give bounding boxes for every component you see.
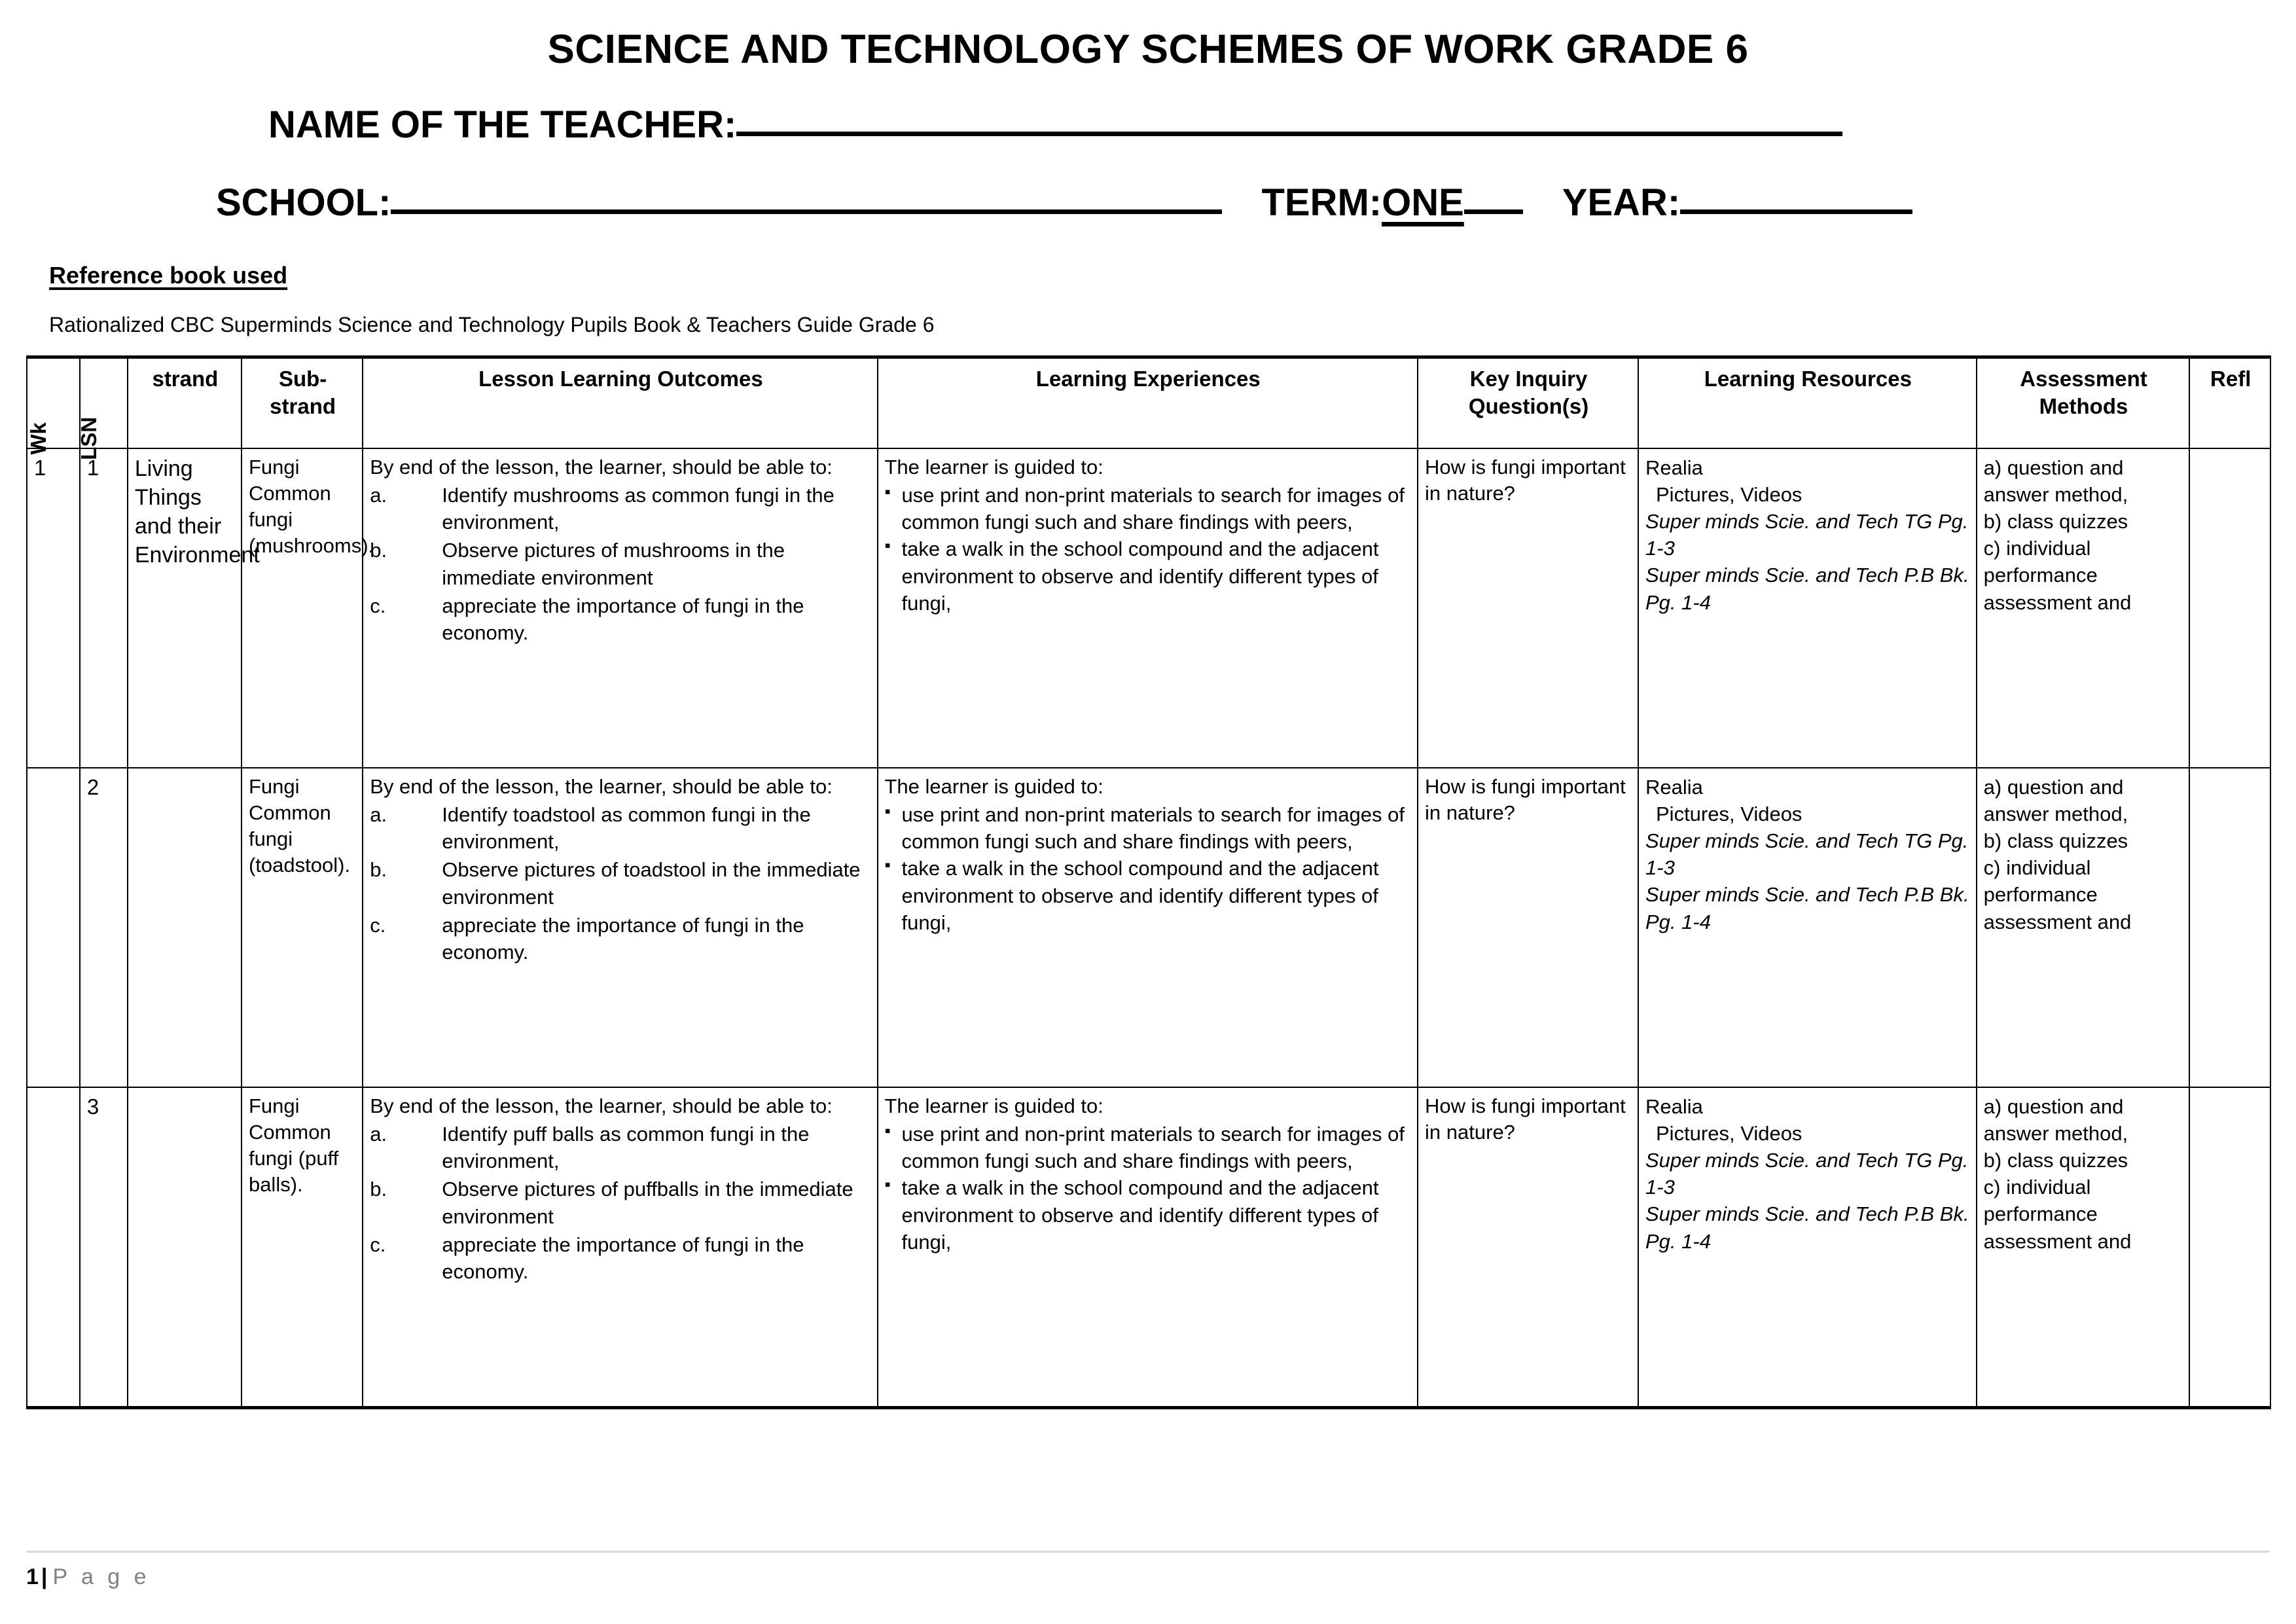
term-blank[interactable] [1464,209,1523,214]
footer-page-word: P a g e [52,1564,151,1589]
bullet-icon: ▪ [884,855,891,875]
outcome-text: appreciate the importance of fungi in the economy. [442,1233,804,1283]
table-row [27,448,2270,768]
outcome-text: appreciate the importance of fungi in the economy. [442,594,804,644]
resource-line: Pictures, Videos [1656,802,1803,825]
assessment-line: a) question and answer method, [1983,775,2128,825]
experience-text: take a walk in the school compound and the adjacent environment to observe and identify different types of fungi, [901,1176,1379,1254]
outcome-item [370,912,871,965]
experiences-list [885,1121,1412,1255]
cell-reflection [2189,1087,2270,1408]
column-header-week: Wk [27,357,80,448]
assessment-line: c) individual performance assessment and [1983,1176,2132,1253]
outcome-text: Observe pictures of toadstool in the immediate environment [442,858,861,909]
column-header-sub-strand: Sub-strand [242,357,363,448]
outcomes-lead: By end of the lesson, the learner, should be able to: [370,1094,833,1117]
bullet-icon: ▪ [884,801,891,821]
outcome-item [370,856,871,910]
resource-line: Realia [1645,775,1703,799]
bullet-icon: ▪ [884,481,891,501]
cell-assessment-methods [1977,1087,2190,1408]
assessment-line: c) individual performance assessment and [1983,537,2132,614]
resource-line: Super minds Scie. and Tech P.B Bk. Pg. 1-4 [1645,1202,1969,1253]
bullet-icon: ▪ [884,535,891,556]
cell-assessment-methods [1977,448,2190,768]
column-header-key-inquiry-questions [1418,357,1638,448]
column-header-learning-outcomes: Lesson Learning Outcomes [363,357,877,448]
cell-strand [128,768,242,1087]
kiq-line-1: Key Inquiry [1469,366,1588,391]
cell-sub-strand: Fungi Common fungi (puff balls). [242,1087,363,1408]
experience-item [885,482,1412,535]
outcome-text: appreciate the importance of fungi in the economy. [442,913,804,964]
cell-week [27,768,80,1087]
experiences-lead: The learner is guided to: [884,1094,1103,1117]
cell-learning-resources [1638,768,1977,1087]
year-label: YEAR: [1562,181,1681,224]
cell-week [27,1087,80,1408]
resource-line: Super minds Scie. and Tech TG Pg. 1-3 [1645,829,1969,880]
outcome-text: Identify mushrooms as common fungi in the environment, [442,483,834,534]
reference-book-text: Rationalized CBC Superminds Science and Technology Pupils Book & Teachers Guide Grade 6 [49,312,935,336]
outcome-item [370,801,871,855]
experiences-lead: The learner is guided to: [884,455,1103,478]
column-header-assessment-methods [1977,357,2190,448]
outcome-marker: c. [370,913,386,937]
cell-lesson-number: 1 [80,448,128,768]
outcome-marker: a. [370,1122,387,1146]
outcomes-lead: By end of the lesson, the learner, should be able to: [370,455,833,478]
bullet-icon: ▪ [884,1174,891,1195]
year-blank[interactable] [1680,209,1912,214]
experience-text: take a walk in the school compound and the adjacent environment to observe and identify different types of fungi, [901,857,1379,934]
experiences-list [885,801,1412,936]
outcome-item [370,482,871,535]
experience-item [885,855,1412,936]
cell-learning-experiences [878,448,1418,768]
footer-page-number: 1 [26,1564,39,1589]
outcome-item [370,537,871,590]
assessment-line: b) class quizzes [1983,510,2128,533]
experience-text: take a walk in the school compound and the adjacent environment to observe and identify different types of fungi, [901,537,1379,615]
cell-lesson-number: 3 [80,1087,128,1408]
footer-page-label [26,1564,2270,1590]
outcomes-lead: By end of the lesson, the learner, should be able to: [370,774,833,798]
cell-learning-resources [1638,448,1977,768]
footer-divider [26,1551,2270,1553]
outcome-marker: b. [370,1178,387,1201]
cell-key-inquiry-question: How is fungi important in nature? [1418,448,1638,768]
resource-line: Super minds Scie. and Tech TG Pg. 1-3 [1645,1149,1969,1199]
cell-key-inquiry-question: How is fungi important in nature? [1418,768,1638,1087]
resource-line: Super minds Scie. and Tech P.B Bk. Pg. 1-4 [1645,564,1969,614]
column-header-reflection: Refl [2189,357,2270,448]
experience-text: use print and non-print materials to search for images of common fungi such and share findings with peers, [901,483,1405,534]
outcomes-list [370,801,871,965]
outcome-marker: b. [370,858,387,882]
column-header-learning-resources: Learning Resources [1638,357,1977,448]
resource-line: Super minds Scie. and Tech TG Pg. 1-3 [1645,510,1969,560]
am-line-2: Methods [2039,394,2128,419]
outcome-item [370,592,871,646]
outcome-marker: c. [370,1233,386,1256]
outcomes-list [370,1121,871,1285]
outcome-item [370,1231,871,1285]
outcome-marker: c. [370,594,386,617]
bullet-icon: ▪ [884,1120,891,1140]
term-label: TERM: [1261,181,1382,224]
experience-item [885,1174,1412,1255]
am-line-1: Assessment [2020,366,2147,391]
outcome-marker: a. [370,803,387,826]
cell-reflection [2189,448,2270,768]
cell-key-inquiry-question: How is fungi important in nature? [1418,1087,1638,1408]
column-header-strand: strand [128,357,242,448]
cell-strand: Living Things and their Environment [128,448,242,768]
cell-learning-experiences [878,768,1418,1087]
kiq-line-2: Question(s) [1468,394,1589,419]
experience-text: use print and non-print materials to search for images of common fungi such and share findings with peers, [901,803,1405,854]
column-header-learning-experiences: Learning Experiences [878,357,1418,448]
resource-line: Pictures, Videos [1656,482,1803,506]
assessment-line: b) class quizzes [1983,1149,2128,1172]
footer-separator: | [41,1564,48,1589]
experience-item [885,1121,1412,1174]
experience-item [885,535,1412,617]
resource-line: Realia [1645,1094,1703,1118]
column-header-lesson-number: LSN [80,357,128,448]
cell-lesson-number: 2 [80,768,128,1087]
cell-reflection [2189,768,2270,1087]
reference-book-heading: Reference book used [49,261,288,289]
outcome-text: Identify puff balls as common fungi in the environment, [442,1122,810,1173]
experiences-lead: The learner is guided to: [884,774,1103,798]
outcome-marker: b. [370,539,387,562]
resource-line: Super minds Scie. and Tech P.B Bk. Pg. 1-4 [1645,883,1969,933]
school-name-blank[interactable] [391,209,1222,214]
outcome-text: Identify toadstool as common fungi in the environment, [442,803,811,854]
experience-item [885,801,1412,855]
experience-text: use print and non-print materials to search for images of common fungi such and share findings with peers, [901,1122,1405,1173]
outcome-item [370,1176,871,1229]
outcome-text: Observe pictures of mushrooms in the immediate environment [442,539,785,589]
page-footer [26,1551,2270,1590]
table-body [27,448,2270,1408]
table-header-row [27,357,2270,448]
table-row [27,768,2270,1087]
cell-assessment-methods [1977,768,2190,1087]
cell-learning-experiences [878,1087,1418,1408]
page-title: SCIENCE AND TECHNOLOGY SCHEMES OF WORK GRADE 6 [547,27,1749,72]
teacher-label: NAME OF THE TEACHER: [268,103,737,147]
cell-sub-strand: Fungi Common fungi (toadstool). [242,768,363,1087]
cell-learning-outcomes [363,1087,877,1408]
assessment-line: b) class quizzes [1983,829,2128,852]
cell-learning-outcomes [363,768,877,1087]
cell-strand [128,1087,242,1408]
schemes-of-work-table [26,355,2271,1409]
outcome-text: Observe pictures of puffballs in the immediate environment [442,1178,853,1228]
resource-line: Realia [1645,456,1703,479]
cell-learning-outcomes [363,448,877,768]
cell-sub-strand: Fungi Common fungi (mushrooms). [242,448,363,768]
school-term-year-line [0,181,2296,225]
experiences-list [885,482,1412,617]
assessment-line: c) individual performance assessment and [1983,856,2132,933]
assessment-line: a) question and answer method, [1983,1094,2128,1145]
outcome-item [370,1121,871,1174]
resource-line: Pictures, Videos [1656,1121,1803,1145]
outcomes-list [370,482,871,646]
outcome-marker: a. [370,483,387,507]
table-row [27,1087,2270,1408]
cell-learning-resources [1638,1087,1977,1408]
school-label: SCHOOL: [216,181,391,224]
teacher-name-blank[interactable] [736,132,1842,136]
assessment-line: a) question and answer method, [1983,456,2128,506]
cell-week: 1 [27,448,80,768]
teacher-name-line [0,103,2296,147]
term-value[interactable]: ONE [1382,181,1464,224]
